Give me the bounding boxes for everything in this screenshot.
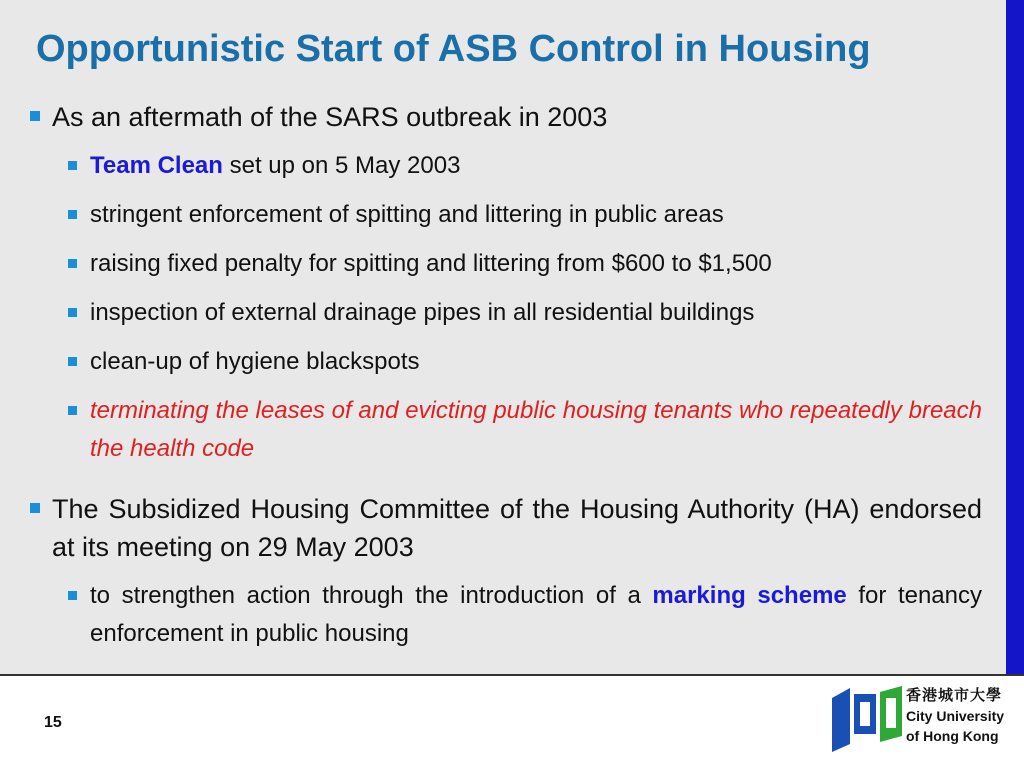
bullet-marking-scheme xyxy=(68,577,982,653)
university-name xyxy=(906,686,1004,746)
university-name-line2: of Hong Kong xyxy=(906,728,999,744)
bullet-team-clean xyxy=(68,147,982,185)
bullet-square-icon xyxy=(68,308,77,317)
university-name-chinese: 香港城市大學 xyxy=(906,687,1003,704)
bullet-housing-committee xyxy=(30,490,982,566)
bullet-square-icon xyxy=(68,161,77,170)
bullet-text: stringent enforcement of spitting and littering in public areas xyxy=(90,201,724,228)
bullet-square-icon xyxy=(68,591,77,600)
bullet-square-icon xyxy=(68,406,77,415)
bullet-text: As an aftermath of the SARS outbreak in 2003 xyxy=(52,102,608,132)
bullet-text: The Subsidized Housing Committee of the Housing Authority (HA) endorsed at its meeting on 29 May 2003 xyxy=(52,494,982,562)
slide-title: Opportunistic Start of ASB Control in Housing xyxy=(36,28,871,70)
slide-right-accent-bar xyxy=(1006,0,1024,674)
team-clean-emphasis: Team Clean xyxy=(90,152,223,179)
bullet-text: to strengthen action through the introduction of a xyxy=(90,582,653,609)
bullet-square-icon xyxy=(68,210,77,219)
bullet-square-icon xyxy=(30,111,40,121)
bullet-text: set up on 5 May 2003 xyxy=(222,152,461,179)
bullet-text: inspection of external drainage pipes in all residential buildings xyxy=(90,299,755,326)
marking-scheme-emphasis: marking scheme xyxy=(652,582,847,609)
bullet-sars-aftermath xyxy=(30,98,982,136)
bullet-stringent-enforcement xyxy=(68,196,982,234)
page-number: 15 xyxy=(44,714,62,731)
bullet-square-icon xyxy=(68,259,77,268)
bullet-square-icon xyxy=(30,503,40,513)
bullet-text: raising fixed penalty for spitting and littering from $600 to $1,500 xyxy=(90,250,772,277)
bullet-text: clean-up of hygiene blackspots xyxy=(90,348,420,375)
bullet-terminating-leases xyxy=(68,392,982,468)
bullet-square-icon xyxy=(68,357,77,366)
bullet-drainage-inspection xyxy=(68,294,982,332)
footer-divider xyxy=(0,674,1024,676)
university-name-line1: City University xyxy=(906,708,1005,724)
bullet-text-tail: for tenancy enforcement in public housing xyxy=(90,582,982,647)
bullet-text: terminating the leases of and evicting public housing tenants who repeatedly breach the health code xyxy=(90,397,982,462)
bullet-fixed-penalty xyxy=(68,245,982,283)
bullet-hygiene-blackspots xyxy=(68,343,982,381)
